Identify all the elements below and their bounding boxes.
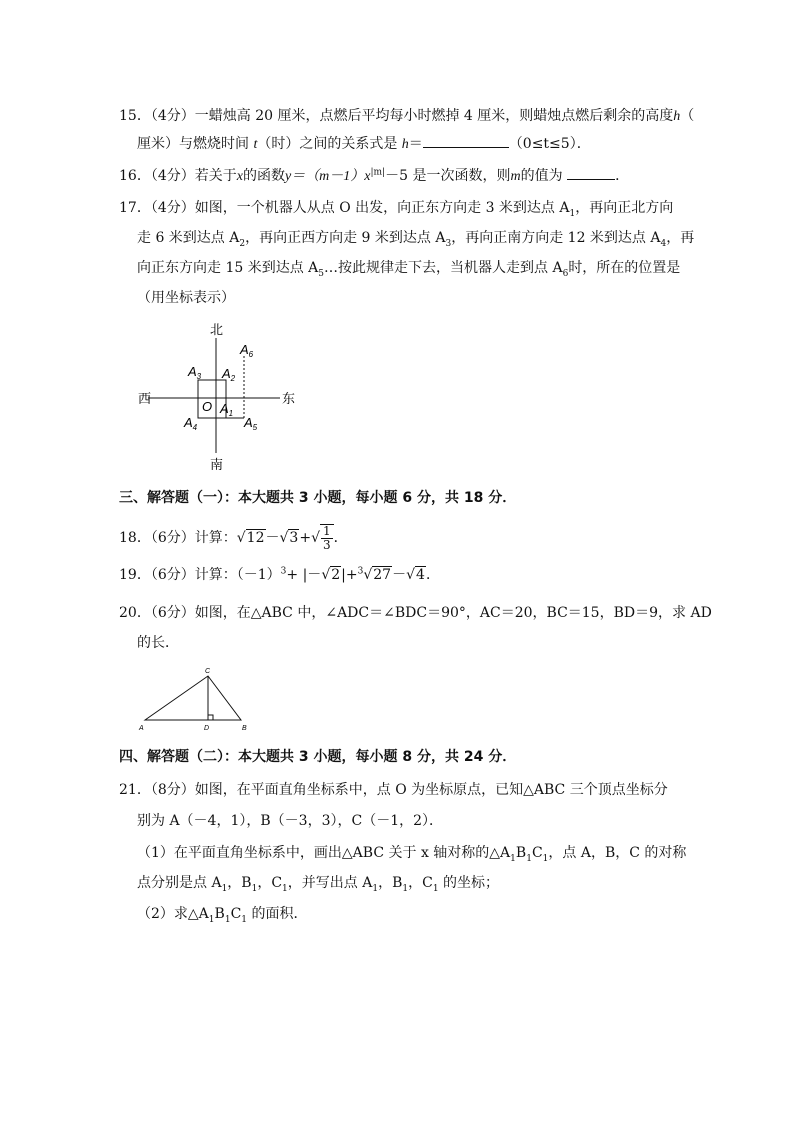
q21-sub: 1 bbox=[241, 914, 248, 925]
section-4-heading: 四、解答题（二）：本大题共 3 小题，每小题 8 分，共 24 分． bbox=[119, 749, 517, 765]
q17-text-2d: ，再 bbox=[666, 230, 695, 246]
q21-p2b: B bbox=[214, 906, 225, 922]
sqrt-sign: √ bbox=[363, 567, 373, 583]
q18-score: （6分） bbox=[150, 530, 195, 546]
q17-sub: 4 bbox=[660, 238, 667, 249]
q17-line-1 bbox=[119, 198, 673, 218]
q15-text-1: 一蜡烛高 20 厘米，点燃后平均每小时燃掉 4 厘米，则蜡烛点燃后剩余的高度 bbox=[194, 108, 674, 124]
q18-radicand-2: 3 bbox=[289, 530, 299, 546]
q16-function: y＝（m－1）x bbox=[284, 169, 371, 184]
vertex-c: C bbox=[205, 668, 211, 675]
q21-score: （8分） bbox=[150, 782, 195, 798]
q17-number: 17． bbox=[119, 200, 151, 216]
q19-line bbox=[119, 565, 440, 585]
q16-score: （4分） bbox=[150, 168, 195, 184]
q19-plus: + bbox=[286, 567, 299, 583]
q18-number: 18． bbox=[119, 530, 151, 546]
vertex-d: D bbox=[204, 725, 210, 732]
q19-end: ． bbox=[425, 567, 440, 583]
q19-radicand-1: 2 bbox=[331, 567, 341, 583]
q17-line-4 bbox=[137, 288, 235, 308]
q21-sub: 1 bbox=[282, 883, 288, 894]
q17-score: （4分） bbox=[150, 200, 195, 216]
q17-sub: 3 bbox=[445, 238, 452, 249]
q15-text-2: 厘米）与燃烧时间 bbox=[137, 136, 249, 152]
q16-answer-blank[interactable] bbox=[567, 166, 615, 180]
sqrt-sign: √ bbox=[236, 530, 246, 546]
q17-sub: 2 bbox=[239, 238, 246, 249]
q20-score: （6分） bbox=[150, 605, 195, 621]
q21-line-2 bbox=[137, 811, 443, 831]
q18-radicand-1: 12 bbox=[246, 530, 265, 546]
q21-p1i: ，B bbox=[378, 875, 403, 891]
sqrt-sign: √ bbox=[406, 567, 416, 583]
q21-p2d: 的面积． bbox=[247, 906, 308, 922]
q16-number: 16． bbox=[119, 168, 151, 184]
q15-eq-h: h bbox=[401, 137, 409, 152]
section-3-heading: 三、解答题（一）：本大题共 3 小题，每小题 6 分，共 18 分． bbox=[119, 490, 517, 506]
q17-text-3c: 时，所在的位置是 bbox=[568, 260, 681, 276]
q21-sub: 1 bbox=[251, 883, 258, 894]
vertex-a: A bbox=[139, 725, 144, 732]
q21-p2c: C bbox=[230, 906, 242, 922]
q21-sub: 1 bbox=[221, 883, 228, 894]
q16-text-1: 若关于 bbox=[194, 168, 237, 184]
q21-p1k: 的坐标； bbox=[438, 875, 500, 891]
q19-root-index: 3 bbox=[357, 566, 364, 577]
q16-var-m: m bbox=[510, 169, 521, 184]
q17-line-3 bbox=[137, 258, 680, 278]
q17-sub: 1 bbox=[569, 208, 576, 219]
sqrt-sign: √ bbox=[321, 567, 331, 583]
q21-p2a: （2）求△A bbox=[137, 906, 209, 922]
q18-fraction bbox=[320, 524, 334, 552]
q15-eq-sign: ＝ bbox=[408, 136, 423, 152]
q20-line-1 bbox=[119, 603, 712, 623]
q17-line-2 bbox=[137, 228, 694, 248]
q17-text-2b: ，再向正西方向走 9 米到达点 A bbox=[245, 230, 446, 246]
q18-text: 计算： bbox=[194, 530, 237, 546]
q15-line-1 bbox=[119, 106, 694, 127]
q20-figure bbox=[138, 664, 250, 736]
label-a4: $A_4$ bbox=[184, 415, 198, 432]
q21-part-1-line-1 bbox=[137, 843, 686, 863]
q19-number: 19． bbox=[119, 567, 151, 583]
q15-text-3: （时）之间的关系式是 bbox=[257, 136, 398, 152]
label-a3: $A_3$ bbox=[188, 364, 202, 381]
q21-part-2 bbox=[137, 904, 307, 924]
q17-sub: 5 bbox=[318, 268, 325, 279]
q18-plus: + bbox=[299, 530, 312, 546]
q16-text-3: －5 是一次函数，则 bbox=[385, 168, 511, 184]
q21-p1g: ，C bbox=[257, 875, 283, 891]
q20-text-2: 的长． bbox=[137, 635, 179, 651]
q19-radicand-2: 27 bbox=[373, 567, 392, 583]
south-label: 南 bbox=[210, 457, 224, 472]
q21-text-2: 别为 A（－4，1），B（－3，3），C（－1，2）． bbox=[137, 813, 444, 829]
q16-var-x: x bbox=[236, 169, 243, 184]
sqrt-sign: √ bbox=[279, 530, 289, 546]
q21-p1d: ，点 A，B，C 的对称 bbox=[548, 845, 687, 861]
q15-line-2 bbox=[137, 134, 591, 155]
q21-p1e: 点分别是点 A bbox=[137, 875, 222, 891]
q21-sub: 1 bbox=[372, 883, 379, 894]
q21-p1a: （1）在平面直角坐标系中，画出△ABC 关于 x 轴对称的△A bbox=[137, 845, 511, 861]
q21-sub: 1 bbox=[224, 914, 231, 925]
q20-line-2 bbox=[137, 633, 179, 653]
q21-sub: 1 bbox=[542, 853, 549, 864]
label-a6: $A_6$ bbox=[240, 342, 254, 359]
q21-p1h: ，并写出点 A bbox=[287, 875, 373, 891]
q18-end: ． bbox=[333, 530, 348, 546]
q17-sub: 6 bbox=[562, 268, 569, 279]
q15-score: （4分） bbox=[150, 108, 195, 124]
q19-abs-close: |+ bbox=[341, 567, 358, 583]
q21-sub: 1 bbox=[510, 853, 516, 864]
q21-p1c: C bbox=[531, 845, 543, 861]
q16-end: ． bbox=[615, 168, 630, 184]
label-a5: $A_5$ bbox=[244, 415, 258, 432]
q17-text-3b: …按此规律走下去，当机器人走到点 A bbox=[324, 260, 563, 276]
q15-paren: （ bbox=[680, 108, 695, 124]
q21-p1b: B bbox=[515, 845, 527, 861]
q19-radicand-3: 4 bbox=[416, 567, 425, 583]
q17-text-3: 向正东方向走 15 米到达点 A bbox=[137, 260, 319, 276]
q21-line-1 bbox=[119, 780, 668, 800]
q21-sub: 1 bbox=[432, 883, 439, 894]
q16-line bbox=[119, 166, 629, 187]
q15-range: （0≤t≤5）． bbox=[508, 136, 591, 152]
q19-text: 计算：（－1） bbox=[194, 567, 281, 583]
q16-exponent: |m| bbox=[370, 167, 386, 178]
q18-denominator: 3 bbox=[323, 538, 331, 552]
q16-text-4: 的值为 bbox=[520, 168, 563, 184]
vertex-b: B bbox=[242, 725, 247, 732]
q21-p1f: ，B bbox=[227, 875, 252, 891]
q19-score: （6分） bbox=[150, 567, 195, 583]
q17-text-1b: ，再向正北方向 bbox=[575, 200, 674, 216]
label-a2: $A_2$ bbox=[222, 366, 236, 383]
origin-label: O bbox=[202, 399, 213, 414]
q17-text-2: 走 6 米到达点 A bbox=[137, 230, 240, 246]
q21-number: 21． bbox=[119, 782, 151, 798]
q19-abs-open: |－ bbox=[302, 567, 322, 583]
triangle-abc bbox=[145, 676, 241, 720]
label-a1: $A_1$ bbox=[220, 401, 234, 418]
q20-number: 20． bbox=[119, 605, 151, 621]
north-label: 北 bbox=[210, 322, 224, 337]
q15-answer-blank[interactable] bbox=[423, 134, 509, 148]
q20-text-1: 如图，在△ABC 中，∠ADC＝∠BDC＝90°，AC＝20，BC＝15，BD＝9，求 AD bbox=[194, 605, 712, 621]
east-label: 东 bbox=[282, 391, 296, 406]
q17-figure bbox=[130, 318, 310, 478]
q18-line bbox=[119, 524, 348, 552]
q21-sub: 1 bbox=[526, 853, 532, 864]
q21-sub: 1 bbox=[402, 883, 409, 894]
q21-part-1-line-2 bbox=[137, 873, 499, 893]
west-label: 西 bbox=[138, 391, 152, 406]
right-angle-mark bbox=[208, 715, 213, 720]
q17-text-4: （用坐标表示） bbox=[137, 290, 235, 306]
q15-number: 15． bbox=[119, 108, 151, 124]
q21-text-1: 如图，在平面直角坐标系中，点 O 为坐标原点，已知△ABC 三个顶点坐标分 bbox=[194, 782, 668, 798]
q18-minus: － bbox=[265, 530, 280, 546]
sqrt-sign: √ bbox=[311, 530, 320, 546]
q17-text-2c: ，再向正南方向走 12 米到达点 A bbox=[451, 230, 661, 246]
q21-p1j: ，C bbox=[408, 875, 433, 891]
q19-exponent: 3 bbox=[280, 566, 287, 577]
q18-numerator: 1 bbox=[323, 524, 331, 538]
q15-var-t: t bbox=[253, 137, 258, 152]
q17-text-1: 如图，一个机器人从点 O 出发，向正东方向走 3 米到达点 A bbox=[194, 200, 570, 216]
q21-sub: 1 bbox=[208, 914, 215, 925]
q15-var-h: h bbox=[673, 109, 681, 124]
q16-text-2: 的函数 bbox=[242, 168, 285, 184]
q19-minus: － bbox=[392, 567, 407, 583]
